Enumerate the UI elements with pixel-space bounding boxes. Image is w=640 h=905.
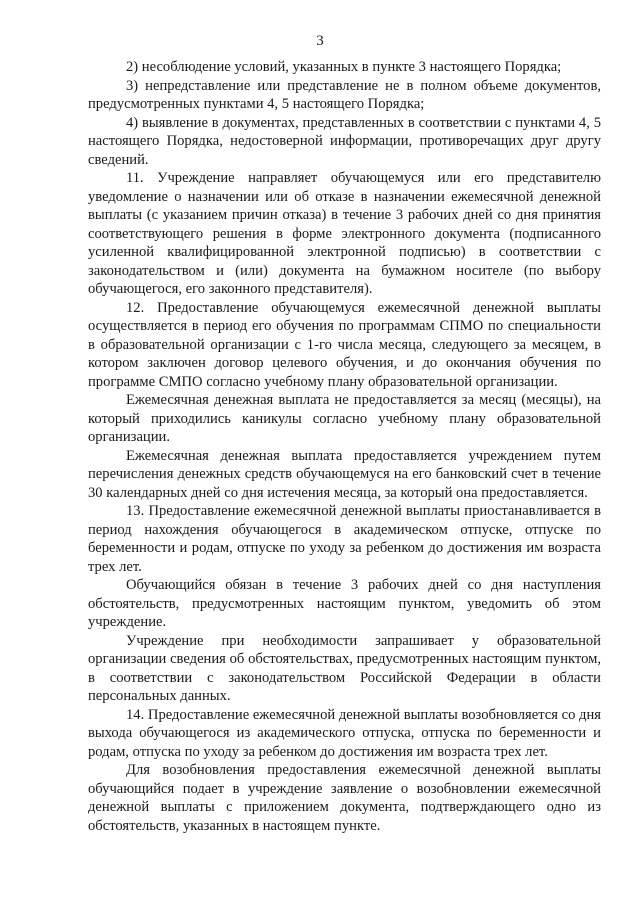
paragraph-item-3: 3) непредставление или представление не в полном объеме документов, предусмотренных пунктами 4, 5 настоящего Порядка; xyxy=(88,77,601,112)
paragraph-clause-13-notify: Обучающийся обязан в течение 3 рабочих дней со дня наступления обстоятельств, предусмотренных настоящим пунктом, уведомить об этом учреждение. xyxy=(88,577,601,630)
paragraph-item-4: 4) выявление в документах, представленных в соответствии с пунктами 4, 5 настоящего Порядка, недостоверной информации, противоречащих друг другу сведений. xyxy=(88,114,601,168)
paragraph-clause-12-holidays: Ежемесячная денежная выплата не предоставляется за месяц (месяцы), на который приходились каникулы согласно учебному плану образовательной организации. xyxy=(88,392,601,445)
paragraph-clause-13: 13. Предоставление ежемесячной денежной выплаты приостанавливается в период нахождения обучающегося в академическом отпуске, отпуске по беременности и родам, отпуске по уходу за ребенком до достижения им возраста трех лет. xyxy=(88,503,601,575)
paragraph-clause-12-payment: Ежемесячная денежная выплата предоставляется учреждением путем перечисления денежных средств обучающемуся на его банковский счет в течение 30 календарных дней со дня истечения месяца, за который она предоставляется. xyxy=(88,447,601,501)
paragraph-clause-14-application: Для возобновления предоставления ежемесячной денежной выплаты обучающийся подает в учреждение заявление о возобновлении ежемесячной денежной выплаты с приложением документа, подтверждающего одно из обстоятельств, указанных в настоящем пункте. xyxy=(88,762,601,834)
page-number: 3 xyxy=(316,33,324,49)
paragraph-clause-14: 14. Предоставление ежемесячной денежной выплаты возобновляется со дня выхода обучающегося из академического отпуска, отпуска по беременности и родам, отпуска по уходу за ребенком до достижения им возраста трех лет. xyxy=(88,706,601,760)
paragraph-clause-12: 12. Предоставление обучающемуся ежемесячной денежной выплаты осуществляется в период его обучения по программам СПМО по специальности в образовательной организации с 1-го числа месяца, следующего за месяцем, в котором заключен договор целевого обучения, и до окончания обучения по программе СМПО согласно учебному плану образовательной организации. xyxy=(88,299,601,390)
document-body xyxy=(88,58,601,835)
paragraph-clause-13-request: Учреждение при необходимости запрашивает у образовательной организации сведения об обстоятельствах, предусмотренных настоящим пунктом, в соответствии с законодательством Российской Федерации в области персональных данных. xyxy=(88,632,601,704)
paragraph-clause-11: 11. Учреждение направляет обучающемуся или его представителю уведомление о назначении или об отказе в назначении ежемесячной денежной выплаты (с указанием причин отказа) в течение 3 рабочих дней со дня принятия соответствующего решения в форме электронного документа (подписанного усиленной квалифицированной электронной подписью) в соответствии с законодательством и (или) документа на бумажном носителе (по выбору обучающегося, его законного представителя). xyxy=(88,170,601,297)
paragraph-item-2: 2) несоблюдение условий, указанных в пункте 3 настоящего Порядка; xyxy=(126,59,562,75)
